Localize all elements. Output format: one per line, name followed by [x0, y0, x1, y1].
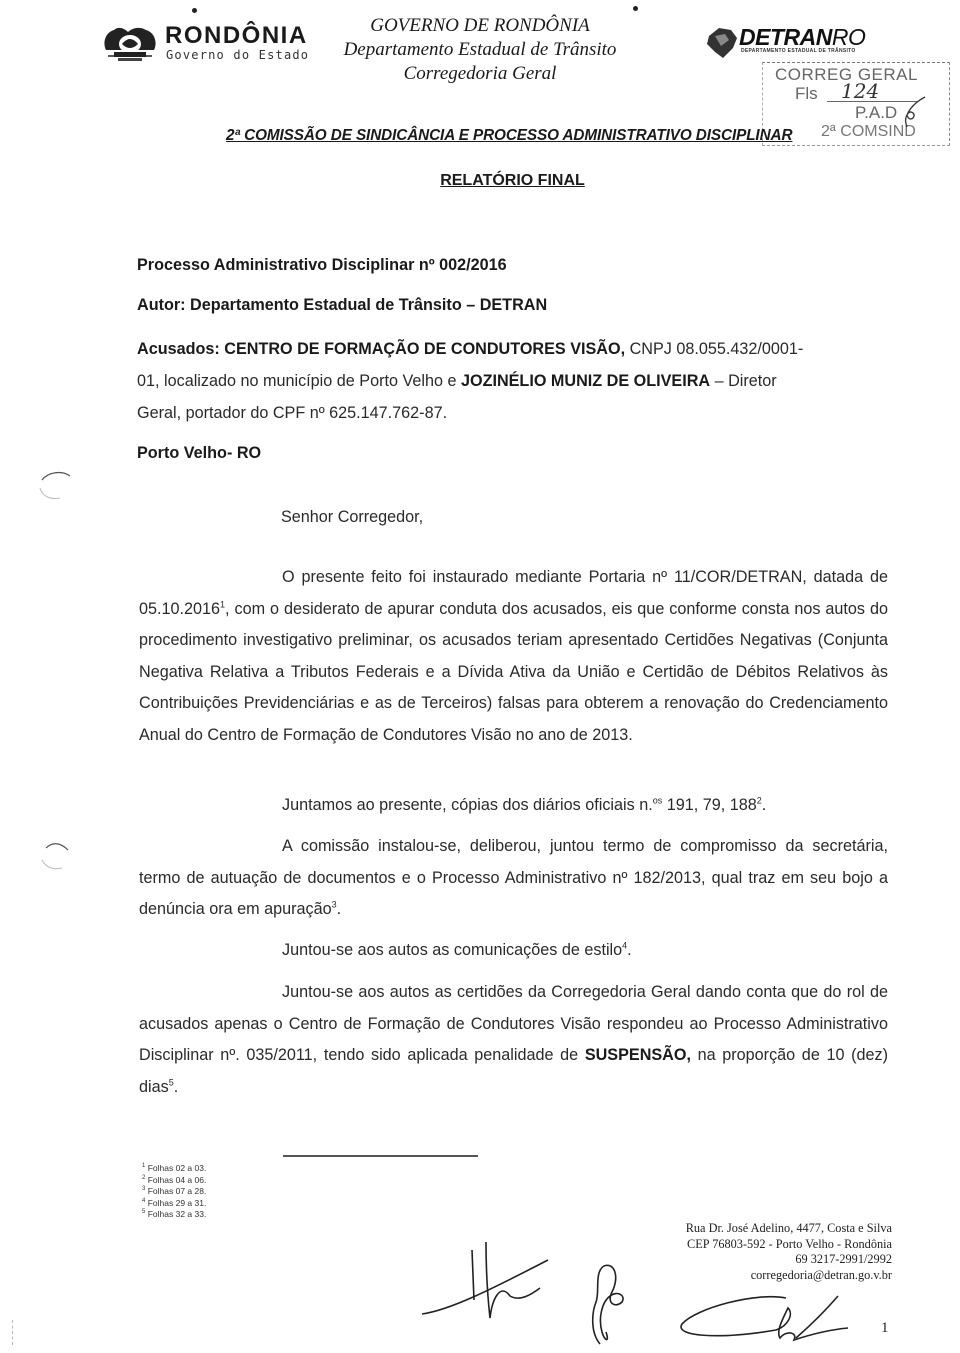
accused-cnpj: CNPJ 08.055.432/0001- [629, 340, 804, 358]
paragraph-1-text-a: O presente feito foi instaurado mediante Portaria nº 11/COR/DETRAN, datada de 05.10.2016 [139, 568, 888, 618]
stamp-fls-label: Fls [795, 84, 818, 103]
footnotes [142, 1163, 206, 1221]
paragraph-3-text-a: A comissão instalou-se, deliberou, juntou termo de compromisso da secretária, termo de autuação de documentos e o Processo Administrativo nº 182/2013, qual traz em seu bojo a denúncia ora em apuração [139, 837, 888, 918]
plural-marker: os [652, 795, 663, 806]
accused-location: 01, localizado no município de Porto Velho e [137, 372, 457, 390]
paragraph-1-text-b: , com o desiderato de apurar conduta dos acusados, eis que conforme consta nos autos do procedimento investigativo preliminar, os acusados teriam apresentado Certidões Negativas (Conjunta Negativa Relativa a Tributos Federais e a Dívida Ativa da União e Certidão de Débitos Relativos às Contribuições Previdenciárias e as de Terceiros) falsas para obterem a renovação do Credenciamento Anual do Centro de Formação de Condutores Visão no ano de 2013. [139, 599, 888, 744]
footnote-number: 3 [142, 1186, 146, 1193]
author-label: Autor: [137, 296, 186, 314]
process-number: Processo Administrativo Disciplinar nº 002/2016 [137, 256, 507, 274]
address-city: CEP 76803-592 - Porto Velho - Rondônia [687, 1236, 892, 1251]
footnote-number: 4 [142, 1197, 146, 1204]
signature-2 [580, 1262, 630, 1347]
signature-1 [420, 1240, 550, 1320]
footnote-number: 1 [142, 1163, 146, 1170]
author-line [137, 296, 547, 315]
footnote-text: Folhas 29 a 31. [147, 1197, 207, 1208]
detran-map-icon [705, 26, 741, 60]
footnote-separator [283, 1155, 478, 1157]
paragraph-1 [139, 562, 888, 751]
accused-line-2 [137, 372, 777, 391]
footnote [142, 1163, 206, 1175]
commission-heading: 2ª COMISSÃO DE SINDICÂNCIA E PROCESSO ADMINISTRATIVO DISCIPLINAR [226, 127, 793, 144]
paragraph-4 [139, 935, 888, 967]
address-email: corregedoria@detran.go.v.br [750, 1267, 892, 1282]
page-number: 1 [881, 1320, 889, 1336]
paragraph-3-text-b: . [336, 900, 342, 918]
footnote-ref-2: 2 [756, 795, 762, 806]
government-name: GOVERNO DE RONDÔNIA [370, 15, 590, 36]
footnote-number: 5 [142, 1209, 146, 1216]
detran-name [739, 24, 865, 51]
stamp-page-number: 124 [841, 79, 880, 103]
footnote-text: Folhas 02 a 03. [147, 1163, 207, 1173]
paragraph-2-text-b: 191, 79, 188 [662, 796, 757, 814]
footnote-text: Folhas 04 a 06. [147, 1174, 207, 1185]
address-street: Rua Dr. José Adelino, 4477, Costa e Silva [685, 1221, 892, 1235]
footnote [142, 1209, 206, 1221]
penalty-suspension: SUSPENSÃO, [584, 1046, 691, 1064]
ink-dot [192, 8, 197, 13]
footer-address [640, 1221, 892, 1283]
paragraph-5-text-c: . [173, 1077, 179, 1096]
document-title [0, 172, 960, 190]
rondonia-subtitle: Governo do Estado [166, 48, 310, 62]
punch-hole-mark [30, 836, 80, 876]
author-value: Departamento Estadual de Trânsito – DETRAN [190, 296, 548, 314]
accused-line-1 [137, 340, 803, 359]
paragraph-5-text-a: Juntou-se aos autos as certidões da Corregedoria Geral dando conta que do rol de acusados apenas o Centro de Formação de Condutores Visão respondeu ao Processo Administrativo Disciplinar nº. 035/2011, tendo sido aplicada penalidade de [139, 983, 888, 1064]
footnote [142, 1198, 206, 1210]
accused-person: JOZINÉLIO MUNIZ DE OLIVEIRA [460, 372, 711, 390]
footnote-ref-5: 5 [168, 1077, 174, 1088]
scan-edge-mark [12, 1320, 14, 1345]
stamp-initials-icon [899, 93, 929, 129]
ink-dot [633, 6, 638, 11]
address-phone: 69 3217-2991/2992 [795, 1252, 892, 1266]
header-center [330, 14, 630, 86]
paragraph-5 [139, 977, 888, 1103]
department-name: Departamento Estadual de Trânsito [343, 39, 617, 60]
footnote-text: Folhas 07 a 28. [147, 1186, 207, 1196]
document-title-text: RELATÓRIO FINAL [440, 172, 585, 189]
stamp-pad: P.A.D [855, 103, 898, 122]
footnote [142, 1186, 206, 1198]
footnote [142, 1175, 206, 1187]
paragraph-3 [139, 831, 888, 926]
accused-company: CENTRO DE FORMAÇÃO DE CONDUTORES VISÃO, [224, 340, 626, 358]
accused-label: Acusados: [137, 340, 220, 358]
detran-name-bold: DETRAN [739, 24, 832, 50]
rondonia-logo [100, 18, 330, 68]
punch-hole-mark [30, 466, 80, 506]
stamp-commission: 2ª COMSIND [821, 123, 916, 140]
signature-3 [676, 1290, 856, 1350]
division-name: Corregedoria Geral [403, 63, 557, 84]
paragraph-4-text-b: . [627, 941, 632, 959]
footnote-text: Folhas 32 a 33. [147, 1209, 207, 1219]
paragraph-5-text-b: na proporção de 10 (dez) dias [139, 1046, 889, 1096]
accused-role: – Diretor [714, 372, 777, 390]
paragraph-2-text-c: . [761, 796, 767, 814]
state-coat-of-arms-icon [100, 20, 160, 68]
salutation: Senhor Corregedor, [281, 508, 424, 526]
detran-logo [705, 26, 885, 66]
place-line: Porto Velho- RO [137, 444, 262, 462]
paragraph-4-text-a: Juntou-se aos autos as comunicações de estilo [282, 941, 623, 959]
footnote-number: 2 [142, 1174, 146, 1181]
detran-name-regular: RO [831, 24, 866, 50]
footnote-ref-4: 4 [622, 940, 628, 951]
footnote-ref-3: 3 [331, 899, 337, 910]
paragraph-2 [139, 790, 888, 822]
footnote-ref-1: 1 [220, 599, 226, 610]
rondonia-name: RONDÔNIA [165, 22, 308, 49]
accused-line-3: Geral, portador do CPF nº 625.147.762-87. [137, 404, 448, 422]
detran-subtitle: DEPARTAMENTO ESTADUAL DE TRÂNSITO [741, 48, 856, 54]
stamp-title: CORREG GERAL [775, 65, 918, 84]
paragraph-2-text-a: Juntamos ao presente, cópias dos diários oficiais n. [282, 796, 653, 814]
